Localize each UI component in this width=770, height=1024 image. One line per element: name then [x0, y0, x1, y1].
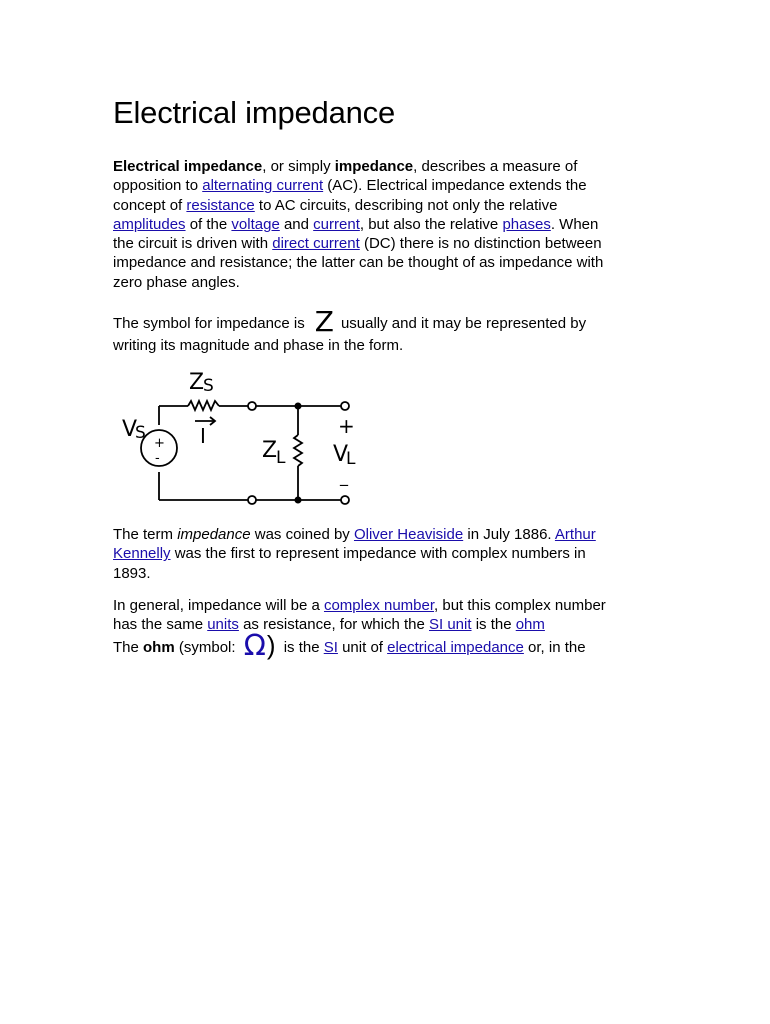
source-plus: +: [154, 436, 165, 451]
link-current[interactable]: current: [313, 215, 360, 233]
text: or, in the: [523, 639, 586, 656]
text: ): [266, 630, 276, 660]
link-si-unit[interactable]: SI unit: [429, 616, 472, 634]
text: The term: [113, 526, 178, 543]
link-direct-current[interactable]: direct current: [272, 235, 360, 253]
current-label: I: [200, 424, 206, 448]
vl-subscript: L: [346, 449, 356, 469]
text: has the same: [113, 616, 208, 634]
page-title: Electrical impedance: [113, 95, 396, 130]
text: is the: [471, 616, 516, 634]
vs-label: V: [122, 417, 138, 442]
text: In general, impedance will be a: [113, 597, 324, 614]
zs-label: Z: [189, 370, 205, 395]
symbol-paragraph: [113, 305, 673, 357]
text: was the first to represent impedance with complex numbers in: [170, 545, 586, 563]
impedance-symbol: Z: [314, 305, 334, 338]
bold-term: Electrical impedance: [113, 158, 263, 175]
terminal: [341, 402, 349, 410]
bold-term: impedance: [334, 158, 414, 175]
link-arthur-kennelly[interactable]: Arthur: [554, 526, 596, 543]
source-minus: -: [155, 451, 160, 466]
zl-label: Z: [262, 438, 278, 463]
text: impedance and resistance; the latter can be thought of as impedance with: [113, 254, 604, 272]
ohm-paragraph: [113, 628, 673, 662]
terminal: [341, 496, 349, 504]
text: is the: [279, 639, 324, 656]
zl-subscript: L: [276, 448, 286, 468]
text: The: [113, 639, 144, 656]
text: The symbol for impedance is: [113, 315, 305, 332]
text: , but also the relative: [359, 215, 503, 233]
link-amplitudes[interactable]: amplitudes: [113, 215, 186, 233]
vl-minus: _: [340, 467, 348, 486]
text: (DC) there is no distinction between: [359, 235, 602, 253]
text: , but this complex number: [434, 597, 606, 614]
link-arthur-kennelly[interactable]: Kennelly: [113, 545, 171, 563]
text: (symbol:: [174, 639, 240, 656]
terminal: [248, 402, 256, 410]
text: was coined by: [250, 526, 354, 543]
vl-label: V: [333, 442, 349, 467]
text: and: [279, 215, 314, 233]
text: to AC circuits, describing not only the relative: [254, 196, 558, 214]
link-resistance[interactable]: resistance: [186, 196, 255, 214]
text: in July 1886.: [463, 526, 555, 543]
link-voltage[interactable]: voltage: [231, 215, 280, 233]
vl-plus: +: [338, 414, 355, 438]
text: as resistance, for which the: [238, 616, 429, 634]
text: usually and it may be represented by: [340, 315, 587, 332]
text: concept of: [113, 196, 187, 214]
link-oliver-heaviside[interactable]: Oliver Heaviside: [353, 526, 464, 543]
text: unit of: [337, 639, 388, 656]
junction-dot: [295, 497, 302, 504]
text: 1893.: [113, 564, 151, 582]
zl-resistor: [294, 435, 302, 466]
link-ohm[interactable]: ohm: [515, 616, 545, 634]
intro-paragraph: [113, 157, 673, 292]
vs-subscript: S: [135, 423, 146, 443]
text: of the: [185, 215, 232, 233]
text: (AC). Electrical impedance extends the: [323, 177, 587, 195]
junction-dot: [295, 403, 302, 410]
text: opposition to: [113, 177, 203, 195]
link-units[interactable]: units: [207, 616, 239, 634]
text: . When: [550, 215, 599, 233]
text: , describes a measure of: [413, 158, 578, 175]
terminal: [248, 496, 256, 504]
history-paragraph: [113, 525, 673, 583]
text: the circuit is driven with: [113, 235, 273, 253]
text: , or simply: [262, 158, 335, 175]
link-complex-number[interactable]: complex number: [323, 597, 435, 614]
link-phases[interactable]: phases: [502, 215, 551, 233]
omega-symbol: Ω: [243, 628, 266, 662]
link-alternating-current[interactable]: alternating current: [202, 177, 324, 195]
circuit-diagram: [115, 365, 365, 510]
text: zero phase angles.: [113, 273, 240, 291]
complex-number-paragraph: [113, 596, 673, 635]
link-electrical-impedance[interactable]: electrical impedance: [387, 639, 524, 656]
zs-resistor: [188, 401, 219, 410]
text: writing its magnitude and phase in the form.: [113, 337, 404, 354]
italic-term: impedance: [177, 526, 251, 543]
zs-subscript: S: [203, 376, 214, 396]
bold-term: ohm: [143, 639, 175, 656]
link-si[interactable]: SI: [323, 639, 338, 656]
